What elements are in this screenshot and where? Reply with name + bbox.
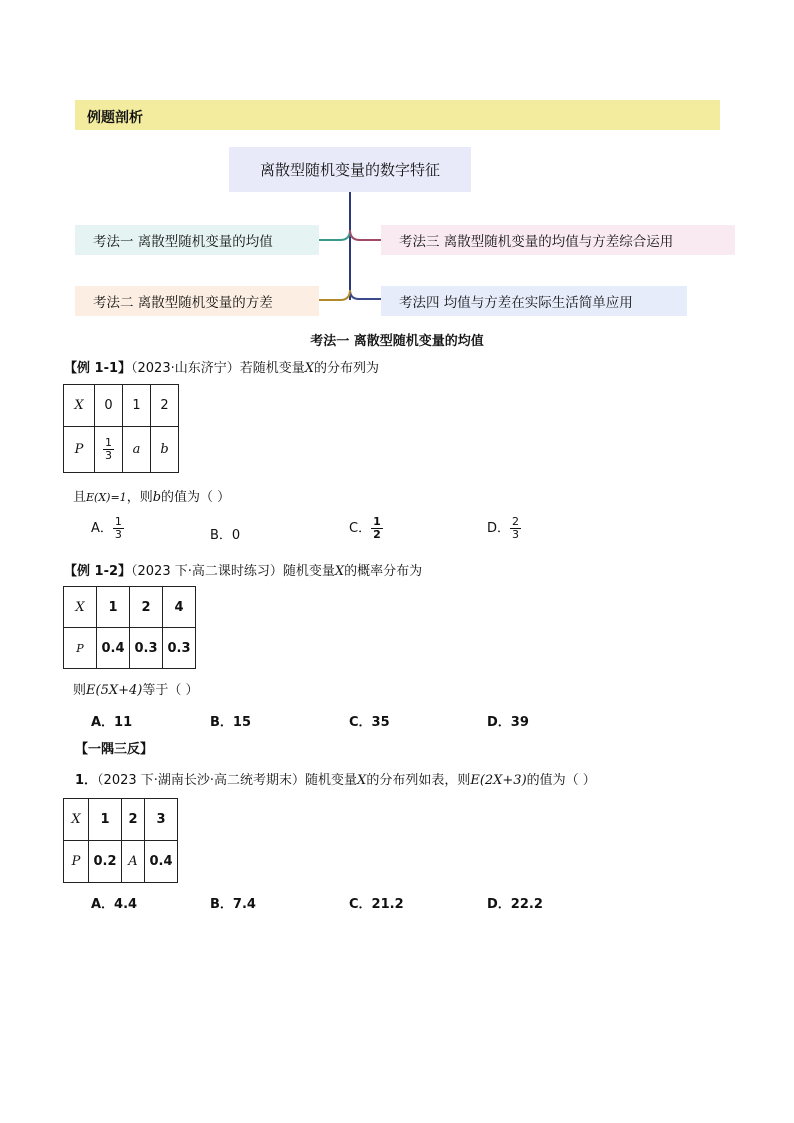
example-1-2-condition — [73, 679, 198, 698]
table-cell: P — [64, 628, 97, 669]
option-b[interactable]: B．7.4 — [210, 897, 256, 912]
example-source: （2023 下·高二课时练习） — [131, 564, 283, 579]
table-cell: 1 — [123, 385, 151, 427]
fraction: $\frac{1}{3}$ — [105, 436, 112, 462]
variable: X — [357, 773, 367, 788]
table-cell: 0.3 — [130, 628, 163, 669]
question-text: 且 — [73, 490, 87, 505]
table-cell: P — [64, 841, 89, 883]
practice-question — [75, 769, 596, 788]
question-text: 随机变量 — [282, 564, 335, 579]
table-cell: 2 — [151, 385, 179, 427]
option-d[interactable]: D．22.2 — [487, 897, 543, 912]
section-title: 考法一 离散型随机变量的均值 — [310, 334, 484, 349]
math-expression: E(5X+4) — [86, 683, 143, 698]
mindmap-method1: 考法一 离散型随机变量的均值 — [75, 225, 319, 255]
distribution-table-1-1 — [63, 384, 179, 473]
question-text: 则 — [73, 683, 87, 698]
question-number: 1． — [75, 773, 98, 788]
table-cell: 0.3 — [163, 628, 196, 669]
table-cell: P — [64, 427, 95, 473]
table-cell: 4 — [163, 587, 196, 628]
mindmap-method4: 考法四 均值与方差在实际生活简单应用 — [381, 286, 687, 316]
practice-heading: 【一隅三反】 — [75, 742, 154, 757]
example-1-1-condition — [73, 486, 230, 505]
fraction: $\frac{2}{3}$ — [512, 515, 520, 541]
table-cell: X — [64, 385, 95, 427]
mindmap-root: 离散型随机变量的数字特征 — [229, 147, 471, 192]
option-c[interactable]: C． $\frac{1}{2}$ — [349, 515, 381, 541]
variable: X — [334, 564, 345, 579]
table-cell: 1 — [89, 799, 122, 841]
example-1-1-question — [64, 357, 379, 376]
example-tag: 【例 1-1】 — [64, 361, 132, 376]
math-expression: E(X)=1 — [86, 491, 127, 504]
question-text: 的分布列如表，则 — [366, 773, 471, 788]
question-text: 的值为（ ） — [526, 773, 596, 788]
option-c[interactable]: C．35 — [349, 715, 390, 730]
option-b[interactable]: B．15 — [210, 715, 251, 730]
question-text: ，则 — [126, 490, 153, 505]
distribution-table-1-2 — [63, 586, 196, 669]
fraction: $\frac{1}{3}$ — [114, 515, 122, 541]
option-d[interactable]: D． $\frac{2}{3}$ — [487, 515, 520, 541]
table-cell: 0.4 — [145, 841, 178, 883]
table-cell: A — [122, 841, 145, 883]
table-cell: 0.4 — [97, 628, 130, 669]
option-a[interactable]: A．4.4 — [91, 897, 138, 912]
example-tag: 【例 1-2】 — [64, 564, 132, 579]
example-source: （2023·山东济宁） — [131, 361, 240, 376]
table-cell: 2 — [130, 587, 163, 628]
question-text: 随机变量 — [305, 773, 358, 788]
table-cell: b — [151, 427, 179, 473]
option-c[interactable]: C．21.2 — [349, 897, 404, 912]
connector-method2 — [319, 290, 350, 300]
option-b[interactable]: B．0 — [210, 528, 241, 543]
math-expression: E(2X+3) — [470, 773, 527, 788]
connector-method4 — [350, 192, 381, 299]
mindmap-method3: 考法三 离散型随机变量的均值与方差综合运用 — [381, 225, 735, 255]
table-cell: X — [64, 799, 89, 841]
option-d[interactable]: D．39 — [487, 715, 529, 730]
table-cell: 1 — [97, 587, 130, 628]
mindmap-method2: 考法二 离散型随机变量的方差 — [75, 286, 319, 316]
table-cell: 0.2 — [89, 841, 122, 883]
example-source: （2023 下·湖南长沙·高二统考期末） — [97, 773, 306, 788]
table-cell: X — [64, 587, 97, 628]
question-text: 的值为（ ） — [161, 490, 231, 505]
variable: b — [152, 490, 162, 505]
distribution-table-practice — [63, 798, 178, 883]
question-text: 若随机变量 — [239, 361, 305, 376]
banner-title: 例题剖析 — [87, 110, 143, 126]
fraction: $\frac{1}{2}$ — [373, 515, 381, 541]
connector-method1 — [319, 230, 350, 240]
option-a[interactable]: A． $\frac{1}{3}$ — [91, 515, 122, 541]
variable: X — [304, 361, 315, 376]
table-cell: 3 — [145, 799, 178, 841]
question-text: 的分布列为 — [314, 361, 380, 376]
table-cell: 0 — [95, 385, 123, 427]
question-text: 等于（ ） — [142, 683, 199, 698]
question-text: 的概率分布为 — [344, 564, 423, 579]
table-cell — [95, 427, 123, 473]
example-1-2-question — [64, 560, 422, 579]
table-cell: a — [123, 427, 151, 473]
table-cell: 2 — [122, 799, 145, 841]
option-a[interactable]: A．11 — [91, 715, 133, 730]
connector-method3 — [350, 230, 381, 240]
